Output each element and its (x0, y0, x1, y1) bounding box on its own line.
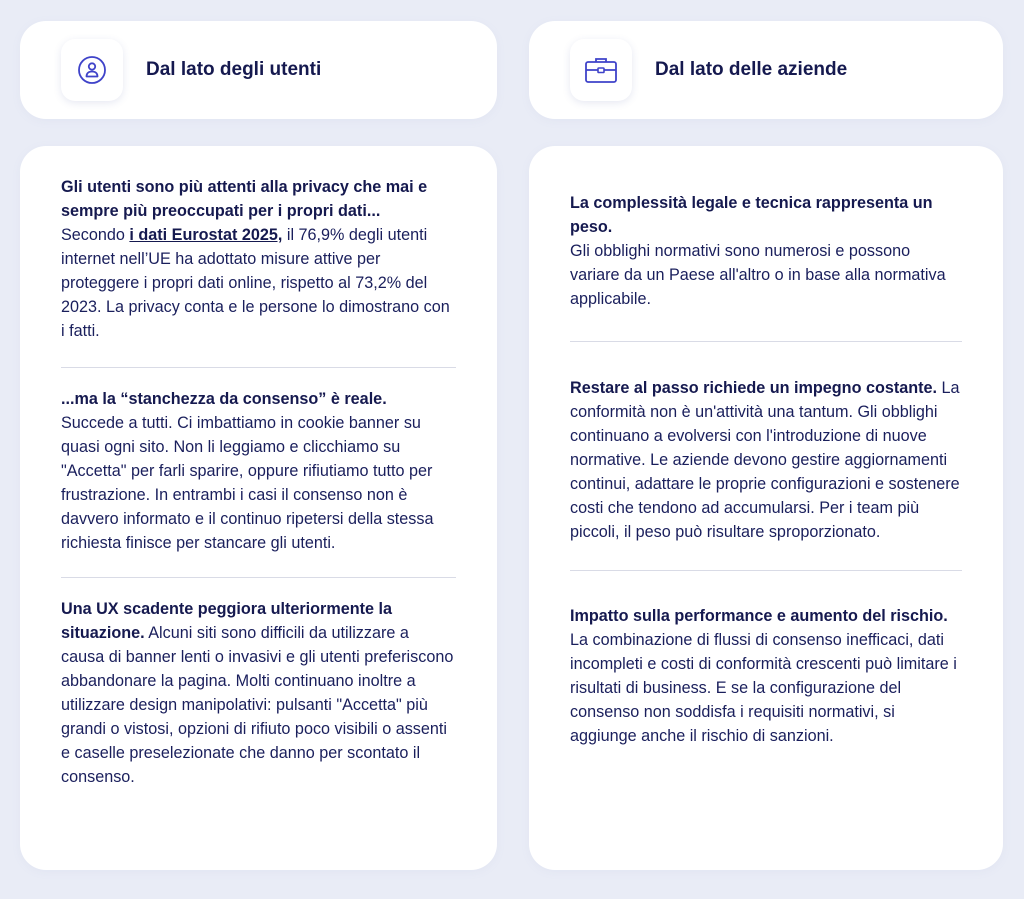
users-section-privacy-heading: Gli utenti sono più attenti alla privacy che mai e sempre più preoccupati per i propri dati... (61, 178, 428, 220)
users-header-card (20, 21, 497, 119)
companies-header-title: Dal lato delle aziende (655, 59, 848, 80)
companies-section-keeping-up (570, 376, 962, 544)
companies-section-keeping-up-heading: Restare al passo richiede un impegno costante. (570, 379, 938, 397)
users-content-card (20, 146, 497, 870)
users-divider-1 (61, 367, 456, 368)
companies-content-card (529, 146, 1003, 870)
companies-section-complexity-heading: La complessità legale e tecnica rappresenta un peso. (570, 194, 933, 236)
users-section-fatigue-heading: ...ma la “stanchezza da consenso” è reale. (61, 390, 387, 408)
briefcase-icon-box (570, 39, 632, 101)
companies-section-keeping-up-text: La conformità non è un'attività una tantum. Gli obblighi continuano a evolversi con l'introduzione di nuove normative. Le aziende devono gestire aggiornamenti continui, adattare le proprie configurazioni e sostenere costi che tendono ad accumularsi. Per i team più piccoli, il peso può risultare sproporzionato. (570, 379, 960, 541)
user-icon (77, 55, 107, 85)
users-section-ux-text: Alcuni siti sono difficili da utilizzare a causa di banner lenti o invasivi e gli utenti preferiscono abbandonare la pagina. Molti continuano inoltre a utilizzare design manipolativi: pulsanti "Accetta" più grandi o vistosi, opzioni di rifiuto poco visibili o assenti e caselle preselezionate che danno per scontato il consenso. (61, 624, 454, 786)
users-header-title: Dal lato degli utenti (146, 59, 322, 80)
briefcase-icon (584, 55, 618, 85)
users-section-privacy-intro: Secondo (61, 226, 130, 244)
users-section-privacy (61, 175, 456, 343)
user-icon-box (61, 39, 123, 101)
users-section-ux (61, 597, 456, 789)
companies-section-complexity-text: Gli obblighi normativi sono numerosi e possono variare da un Paese all'altro o in base alla normativa applicabile. (570, 242, 946, 308)
companies-section-risk-heading: Impatto sulla performance e aumento del rischio. (570, 607, 948, 625)
users-section-fatigue (61, 387, 456, 555)
users-section-ux-heading: Una UX scadente peggiora ulteriormente la situazione. (61, 600, 393, 642)
companies-divider-2 (570, 570, 962, 571)
companies-section-risk-text: La combinazione di flussi di consenso inefficaci, dati incompleti e costi di conformità crescenti può limitare i risultati di business. E se la configurazione del consenso non soddisfa i requisiti normativi, si aggiunge anche il rischio di sanzioni. (570, 631, 957, 745)
users-section-fatigue-text: Succede a tutti. Ci imbattiamo in cookie banner su quasi ogni sito. Non li leggiamo e clicchiamo su "Accetta" per farli sparire, oppure rifiutiamo tutto per frustrazione. In entrambi i casi il consenso non è davvero informato e il continuo ripetersi della stessa richiesta finisce per stancare gli utenti. (61, 414, 434, 552)
users-section-privacy-text: il 76,9% degli utenti internet nell’UE ha adottato misure attive per proteggere i propri dati online, rispetto al 73,2% del 2023. La privacy conta e le persone lo dimostrano con i fatti. (61, 226, 450, 340)
users-divider-2 (61, 577, 456, 578)
companies-divider-1 (570, 341, 962, 342)
companies-section-risk (570, 604, 962, 748)
companies-header-card (529, 21, 1003, 119)
companies-section-complexity (570, 191, 962, 311)
eurostat-link[interactable]: i dati Eurostat 2025, (129, 226, 283, 244)
